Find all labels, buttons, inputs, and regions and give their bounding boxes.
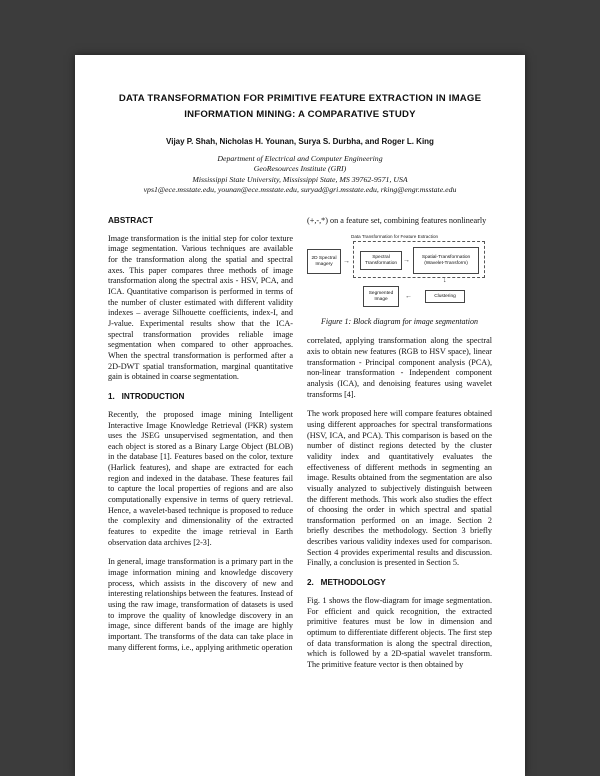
block-diagram (307, 234, 492, 312)
paper-title: DATA TRANSFORMATION FOR PRIMITIVE FEATURE EXTRACTION IN IMAGE INFORMATION MINING: A COMPARATIVE STUDY (118, 93, 482, 121)
arrow-right-icon: → (403, 257, 410, 265)
intro-paragraph-2: In general, image transformation is a primary part in the image information mining and knowledge discovery process, which assists in the discovery of new and interesting relationships between the features. Instead of using the raw image, transformation of datasets is used to improve the quality of knowledge discovery in an image, since different bands of the image are highly important. The transforms of the data can take place in many different forms, i.e., applying arithmetic operation (108, 557, 293, 652)
right-column (307, 212, 492, 680)
affiliation-university: Mississippi State University, Mississippi State, MS 39762-9571, USA (192, 174, 408, 184)
figure-1 (307, 234, 492, 326)
right-paragraph-2: The work proposed here will compare features obtained using different approaches for spectral transformations (HSV, ICA, and PCA). This comparison is based on the number of distinct regions detected by the cluster validity index and quantitatively evaluates the effectiveness of different methods in segmenting an image. Results obtained from the segmentation are also visually analyzed to subjectively distinguish between the different methods. This work also studies the effect of choosing the order in which spectral and spatial transformation performed on an image. Section 2 briefly describes the methodology. Section 3 briefly describes various validity indexes used for comparison. Section 4 provides experimental results and discussion. Finally, a conclusion is presented in Section 5. (307, 409, 492, 568)
right-paragraph-1: correlated, applying transformation along the spectral axis to obtain new features (RGB to HSV space), linear transformation - Principal component analysis (PCA), non-linear transformation - Independent component analysis (ICA), and denoising features using wavelet transforms [4]. (307, 336, 492, 399)
page-content (75, 55, 525, 680)
affiliation-block (108, 154, 492, 196)
flow-box-spatial-transformation: Spatial-Transformation (Wavelet-Transform) (413, 247, 479, 274)
two-column-body (108, 212, 492, 680)
affiliation-department: Department of Electrical and Computer Engineering (217, 153, 383, 163)
figure-caption: Figure 1: Block diagram for image segmentation (320, 317, 478, 327)
continuation-line: (+,-,*) on a feature set, combining features nonlinearly (307, 215, 487, 225)
flow-box-segmented-image: Segmented Image (363, 286, 399, 307)
intro-paragraph-1: Recently, the proposed image mining Intelligent Interactive Image Knowledge Retrieval (I²KR) system uses the JSEG unsupervised segmentation, and then each object is stored as a Binary Large Object (BLOB) in the database [1]. Features based on the color, texture (Harlick features), and shape are extracted for each region and indexed in the database. These features fail to capture the local properties of regions and are also computationally expensive in terms of query retrieval. Hence, a wavelet-based technique is proposed to reduce the complexity and dimensionality of the extracted features to expedite the image retrieval in Earth observation data archives [2-3]. (108, 409, 293, 547)
methodology-paragraph-1: Fig. 1 shows the flow-diagram for image segmentation. For efficient and quick recognition, the extracted primitive features must be low in dimension and optimum to differentiate different objects. The first step of data transformation is along the spectral direction, which is followed by a 2D-spatial wavelet transform. The primitive feature vector is then obtained by (307, 596, 492, 670)
abstract-text: Image transformation is the initial step for color texture image segmentation. Various techniques are available for the transformation along the spatial and spectral axes. This paper compares three methods of image transformation along the spectral axis - HSV, PCA, and ICA. Quantitative comparison is performed in terms of the number of cluster estimated with different validity indexes – average Silhouette coefficients, index-I, and J-value. Experimental results show that the ICA-spectral transformation provides reliable image segmentation when compared to other approaches. When the spectral transformation is performed after a 2D-DWT spatial transformation, marginal quantitative gain is obtained in coarse segmentation. (108, 233, 293, 382)
flow-box-clustering: Clustering (425, 290, 465, 303)
diagram-top-label: Data Transformation for Feature Extraction (351, 234, 439, 240)
authors-line: Vijay P. Shah, Nicholas H. Younan, Surya S. Durbha, and Roger L. King (166, 136, 434, 146)
section-heading-methodology: 2. METHODOLOGY (307, 578, 386, 588)
paper-page (75, 55, 525, 776)
section-heading-introduction: 1. INTRODUCTION (108, 391, 185, 401)
left-column (108, 212, 293, 680)
affiliation-emails: vps1@ece.msstate.edu, younan@ece.msstate.edu, suryad@gri.msstate.edu, rking@engr.msstate.edu (143, 185, 457, 195)
arrow-right-icon: → (343, 258, 350, 266)
flow-box-spectral-imagery: 2D Spectral Imagery (307, 249, 341, 274)
abstract-heading: ABSTRACT (108, 215, 154, 225)
arrow-left-icon: ← (405, 293, 412, 301)
affiliation-institute: GeoResources Institute (GRI) (253, 164, 347, 174)
flow-box-spectral-transformation: Spectral Transformation (360, 251, 402, 270)
arrow-down-icon: ↓ (443, 277, 447, 285)
